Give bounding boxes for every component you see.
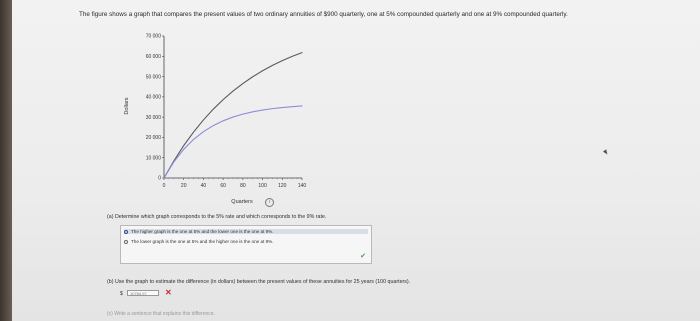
part-a-question: (a) Determine which graph corresponds to the 5% rate and which corresponds to the 9% rate. xyxy=(107,214,327,220)
option-lower-5[interactable] xyxy=(124,239,274,244)
x-tick-label: 60 xyxy=(220,183,226,189)
lower-curve-line xyxy=(164,106,302,178)
upper-curve-line xyxy=(164,53,302,178)
part-c-question: (c) Write a sentence that explains this difference. xyxy=(107,311,215,317)
incorrect-x-icon: ✕ xyxy=(165,288,172,297)
radio-empty-icon[interactable] xyxy=(124,240,128,244)
y-tick-label: 20 000 xyxy=(145,135,161,142)
y-tick-label: 40 000 xyxy=(145,94,161,101)
chart-series xyxy=(164,53,302,178)
annuity-chart xyxy=(12,0,700,321)
correct-check-icon: ✔ xyxy=(360,253,366,260)
x-tick-label: 40 xyxy=(200,183,207,189)
y-tick-label: 50 000 xyxy=(145,74,161,81)
x-tick-label: 140 xyxy=(297,183,307,189)
y-tick-label: 70 000 xyxy=(145,33,161,40)
x-tick-label: 120 xyxy=(278,183,287,189)
y-axis-title: Dollars xyxy=(124,97,130,115)
x-tick-label: 100 xyxy=(258,183,267,189)
option-label: The higher graph is the one at 5% and the lower one is the one at 9%. xyxy=(131,229,274,234)
y-tick-label: 30 000 xyxy=(145,114,161,121)
difference-input[interactable]: 10784.97 xyxy=(127,290,159,296)
problem-intro-text: The figure shows a graph that compares the present values of two ordinary annuities of $900 quarterly, one at 5% compounded quarterly and one at 9% compounded quarterly. xyxy=(79,11,568,18)
info-icon[interactable]: i xyxy=(265,198,274,207)
x-tick-label: 20 xyxy=(180,183,187,189)
radio-selected-icon[interactable] xyxy=(124,230,128,234)
y-tick-label: 10 000 xyxy=(145,155,161,162)
x-tick-label: 80 xyxy=(240,183,246,189)
part-a-answer-box xyxy=(120,225,372,264)
y-tick-label: 0 xyxy=(158,175,161,182)
y-tick-label: 60 000 xyxy=(145,53,161,60)
currency-symbol: $ xyxy=(120,291,123,297)
left-edge-strip xyxy=(0,0,12,321)
chart-axes xyxy=(164,36,302,178)
x-axis-title: Quarters xyxy=(231,199,253,205)
chart-ticks xyxy=(146,34,307,189)
x-tick-label: 0 xyxy=(162,183,166,189)
option-higher-5[interactable] xyxy=(124,229,368,234)
part-b-question: (b) Use the graph to estimate the difference (in dollars) between the present values of these annuities for 25 years (100 quarters). xyxy=(107,279,411,285)
problem-page xyxy=(12,0,700,321)
option-label: The lower graph is the one at 5% and the higher one is the one at 9%. xyxy=(131,239,274,244)
